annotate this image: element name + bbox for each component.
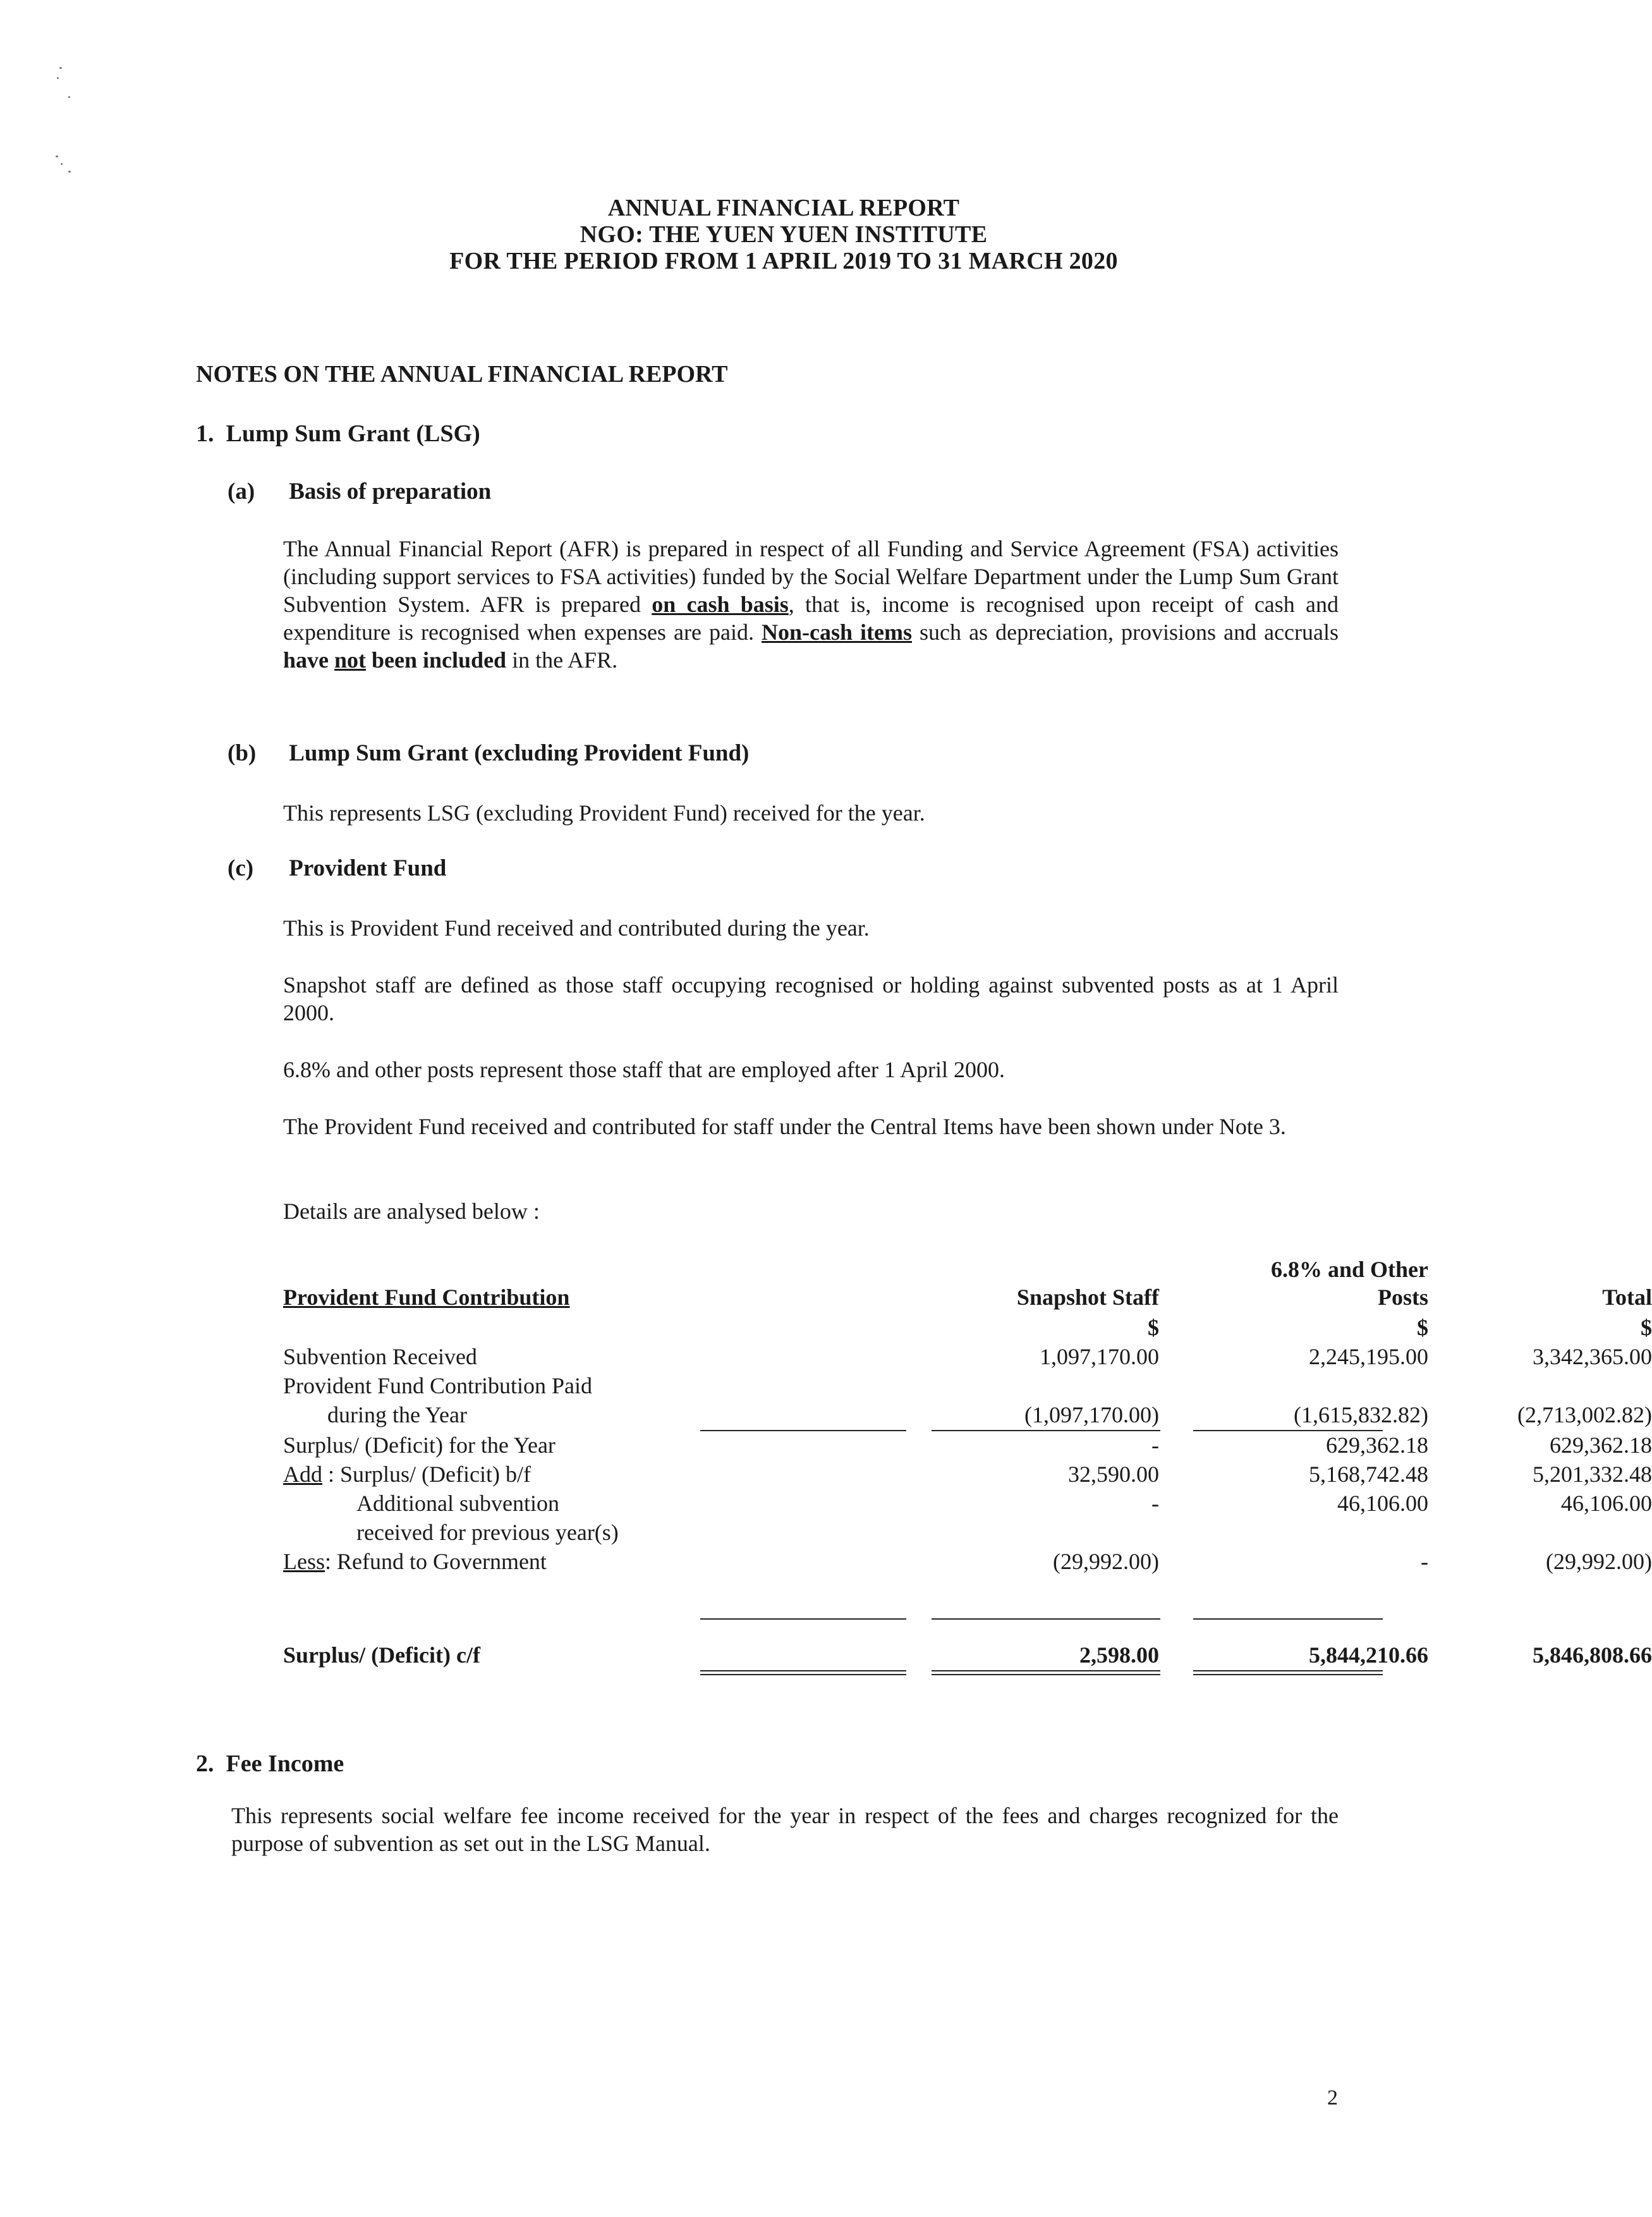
section-2-paragraph: This represents social welfare fee income received for the year in respect of the fees and charges recognized for the purpose of subvention as set out in the LSG Manual. — [231, 1803, 1339, 1856]
col2-currency: $ — [1417, 1315, 1428, 1340]
snapshot-value: (1,097,170.00) — [1024, 1402, 1159, 1427]
page-number: 2 — [1327, 2086, 1338, 2110]
subsection-b-paragraph: This represents LSG (excluding Provident Fund) received for the year. — [283, 800, 925, 826]
subsection-a-title: Basis of preparation — [289, 479, 492, 504]
row-label: Surplus/ (Deficit) for the Year — [283, 1432, 556, 1458]
table-row — [283, 1460, 1652, 1488]
header-line-3: FOR THE PERIOD FROM 1 APRIL 2019 TO 31 MARCH 2020 — [449, 248, 1118, 274]
col1-header: Snapshot Staff — [1016, 1285, 1159, 1310]
total-value: 629,362.18 — [1550, 1432, 1652, 1458]
total-value: (2,713,002.82) — [1517, 1402, 1652, 1427]
total-value: (29,992.00) — [1546, 1549, 1652, 1574]
double-rule-col1-b — [700, 1674, 906, 1675]
subsection-c-letter: (c) — [228, 855, 254, 881]
col3-currency: $ — [1641, 1315, 1652, 1340]
other-posts-total: 5,844,210.66 — [1309, 1642, 1428, 1668]
section-1-heading — [196, 420, 480, 448]
provident-fund-paragraph-3: 6.8% and other posts represent those staff that are employed after 1 April 2000. — [283, 1057, 1005, 1082]
provident-fund-paragraph-5: Details are analysed below : — [283, 1199, 540, 1224]
subsection-b-title: Lump Sum Grant (excluding Provident Fund) — [289, 740, 750, 766]
snapshot-value: (29,992.00) — [1053, 1549, 1159, 1574]
table-row — [283, 1372, 1383, 1400]
other-posts-value: 2,245,195.00 — [1309, 1344, 1428, 1369]
col2-header-line2: Posts — [1378, 1285, 1428, 1310]
double-rule-col3-b — [1193, 1674, 1383, 1675]
cash-basis-emphasis: on cash basis — [652, 592, 789, 617]
col3-header: Total — [1602, 1285, 1652, 1310]
row-label: received for previous year(s) — [356, 1520, 619, 1545]
notes-title: NOTES ON THE ANNUAL FINANCIAL REPORT — [196, 361, 728, 388]
total-value: 46,106.00 — [1561, 1491, 1652, 1516]
snapshot-value: - — [1151, 1432, 1159, 1458]
have-emphasis: have — [283, 647, 334, 673]
add-label: : Surplus/ (Deficit) b/f — [322, 1462, 531, 1487]
total-rule-col2 — [932, 1618, 1160, 1620]
other-posts-value: - — [1421, 1549, 1428, 1574]
subsection-a-paragraph — [283, 535, 1339, 674]
basis-text-3: , that is, income is recognised upon receipt of cash and expenditure is recognised when expenses are paid. — [283, 592, 1339, 645]
add-prefix: Add — [283, 1462, 322, 1487]
other-posts-value: (1,615,832.82) — [1294, 1402, 1428, 1427]
double-rule-col3-a — [1193, 1670, 1383, 1671]
col2-header-line1: 6.8% and Other — [1270, 1257, 1428, 1282]
subsection-c-heading — [228, 855, 446, 882]
row-label: Subvention Received — [283, 1344, 477, 1369]
table-row — [283, 1401, 1652, 1429]
not-emphasis: not — [334, 647, 367, 673]
table-row — [283, 1343, 1652, 1371]
subsection-c-title: Provident Fund — [289, 855, 447, 881]
section-1-number: 1. — [196, 420, 214, 447]
row-label: Additional subvention — [356, 1491, 559, 1516]
table-row — [283, 1548, 1652, 1575]
double-rule-col2-b — [932, 1674, 1160, 1675]
section-2-heading — [196, 1750, 344, 1778]
total-rule-col1 — [700, 1618, 906, 1620]
subsection-a-heading — [228, 478, 491, 505]
snapshot-value: 1,097,170.00 — [1040, 1344, 1159, 1369]
double-rule-col1-a — [700, 1670, 906, 1671]
col1-currency: $ — [1148, 1315, 1159, 1340]
section-2-title: Fee Income — [226, 1750, 344, 1777]
table-row — [283, 1518, 1383, 1546]
subsection-b-letter: (b) — [228, 740, 257, 766]
been-included-emphasis: been included — [366, 647, 507, 673]
total-rule-col3 — [1193, 1618, 1383, 1620]
other-posts-value: 46,106.00 — [1337, 1491, 1428, 1516]
provident-fund-paragraph-4: The Provident Fund received and contributed for staff under the Central Items have been shown under Note 3. — [283, 1114, 1286, 1139]
table-total-row — [283, 1641, 1652, 1669]
total-row-label: Surplus/ (Deficit) c/f — [283, 1642, 480, 1668]
header-line-1: ANNUAL FINANCIAL REPORT — [607, 195, 960, 221]
table-header-row-2 — [283, 1283, 1652, 1311]
basis-text-9: in the AFR. — [506, 647, 618, 673]
other-posts-value: 5,168,742.48 — [1309, 1462, 1428, 1487]
basis-text-5: such as depreciation, provisions and accruals — [912, 620, 1339, 645]
table-currency-row — [283, 1314, 1652, 1341]
less-prefix: Less — [283, 1549, 325, 1574]
snapshot-value: - — [1151, 1491, 1159, 1516]
header-line-2: NGO: THE YUEN YUEN INSTITUTE — [580, 221, 988, 248]
snapshot-total: 2,598.00 — [1079, 1642, 1159, 1668]
table-row — [283, 1489, 1652, 1517]
table-row — [283, 1431, 1652, 1459]
row-label: Provident Fund Contribution Paid — [283, 1373, 593, 1398]
table-title: Provident Fund Contribution — [283, 1285, 570, 1310]
double-rule-col2-a — [932, 1670, 1160, 1671]
basis-text-1: The Annual Financial Report (AFR) is prepared in respect of all Funding and Service Agreement (FSA) activities (including support services to FSA activities) funded by the Social Welfare Department under the Lump Sum Grant Subvention System. AFR is prepared — [283, 536, 1339, 617]
table-header-row-1 — [283, 1255, 1428, 1283]
non-cash-items-emphasis: Non-cash items — [761, 620, 913, 645]
total-value: 3,342,365.00 — [1533, 1344, 1652, 1369]
row-label: during the Year — [327, 1402, 467, 1427]
provident-fund-paragraph-2: Snapshot staff are defined as those staff occupying recognised or holding against subvented posts as at 1 April 2000. — [283, 972, 1339, 1025]
other-posts-value: 629,362.18 — [1326, 1432, 1428, 1458]
grand-total: 5,846,808.66 — [1533, 1642, 1652, 1668]
subsection-b-heading — [228, 740, 749, 767]
scan-specks — [56, 63, 94, 190]
subsection-a-letter: (a) — [228, 479, 255, 504]
less-label: : Refund to Government — [325, 1549, 547, 1574]
provident-fund-paragraph-1: This is Provident Fund received and contributed during the year. — [283, 915, 870, 941]
snapshot-value: 32,590.00 — [1068, 1462, 1159, 1487]
section-1-title: Lump Sum Grant (LSG) — [226, 420, 480, 447]
report-header — [0, 195, 1567, 274]
total-value: 5,201,332.48 — [1533, 1462, 1652, 1487]
section-2-number: 2. — [196, 1750, 214, 1777]
